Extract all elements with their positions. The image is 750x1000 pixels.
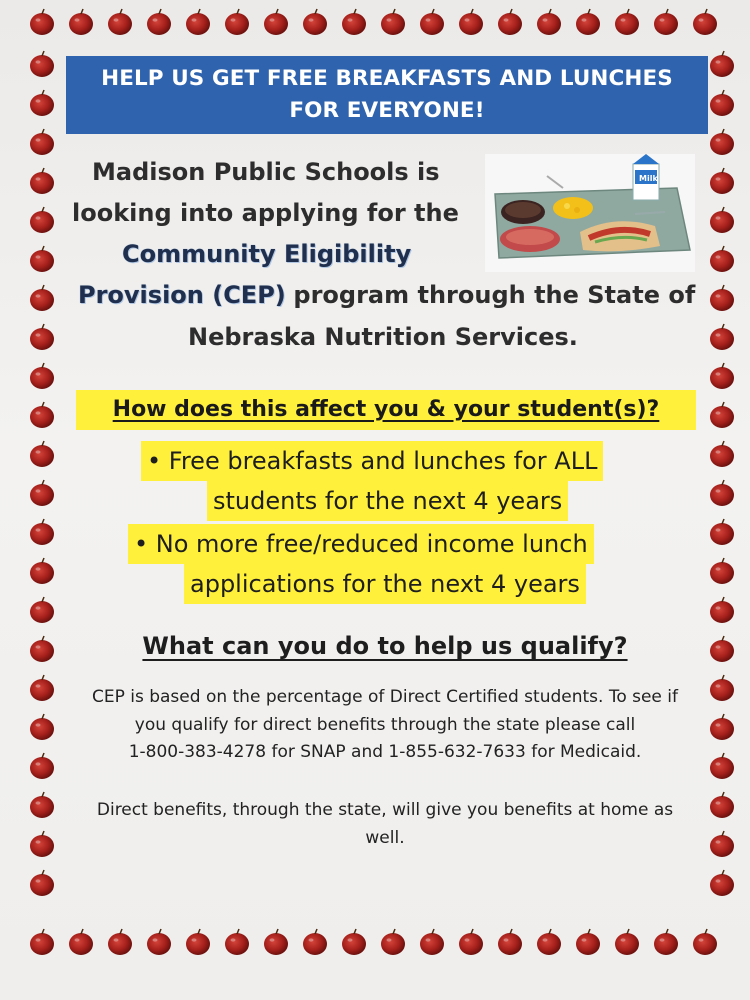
apple-icon	[537, 929, 561, 955]
question-2-heading: What can you do to help us qualify?	[142, 632, 628, 660]
apple-icon	[710, 402, 734, 428]
apple-icon	[710, 363, 734, 389]
apple-icon	[654, 9, 678, 35]
school-lunch-tray-photo	[485, 154, 695, 272]
apple-icon	[576, 9, 600, 35]
apple-icon	[186, 929, 210, 955]
apple-icon	[710, 597, 734, 623]
apple-icon	[225, 9, 249, 35]
intro-line-4	[78, 281, 695, 309]
apple-icon	[381, 9, 405, 35]
apple-icon	[30, 363, 54, 389]
apple-icon	[30, 929, 54, 955]
apple-icon	[615, 929, 639, 955]
apple-icon	[30, 558, 54, 584]
apple-icon	[710, 441, 734, 467]
program-name-line-2: Provision (CEP)	[78, 281, 286, 309]
bullet-1-line-2: students for the next 4 years	[207, 481, 568, 521]
apple-icon	[30, 90, 54, 116]
apple-icon	[498, 929, 522, 955]
question-1-highlight	[76, 390, 696, 430]
program-name-line-1: Community Eligibility	[122, 240, 412, 268]
apple-icon	[147, 9, 171, 35]
apple-icon	[108, 929, 132, 955]
paragraph-1-line-3: 1-800-383-4278 for SNAP and 1-855-632-7633 for Medicaid.	[128, 742, 642, 762]
apple-icon	[537, 9, 561, 35]
apple-icon	[342, 9, 366, 35]
apple-icon	[69, 929, 93, 955]
apple-icon	[710, 285, 734, 311]
paragraph-1-line-1: CEP is based on the percentage of Direct Certified students. To see if	[91, 687, 679, 707]
apple-icon	[710, 207, 734, 233]
bullet-2-line-1: • No more free/reduced income lunch	[128, 524, 594, 564]
apple-icon	[186, 9, 210, 35]
apple-icon	[342, 929, 366, 955]
apple-icon	[69, 9, 93, 35]
apple-icon	[576, 929, 600, 955]
intro-line-4-rest: program through the State of	[293, 281, 696, 309]
headline-line-1: HELP US GET FREE BREAKFASTS AND LUNCHES	[101, 66, 673, 91]
apple-icon	[147, 929, 171, 955]
paragraph-2-line-1: Direct benefits, through the state, will give you benefits at home as	[96, 800, 674, 820]
apple-icon	[710, 870, 734, 896]
paragraph-1-line-2: you qualify for direct benefits through the state please call	[134, 714, 636, 735]
apple-icon	[30, 870, 54, 896]
apple-icon	[710, 519, 734, 545]
apple-icon	[108, 9, 132, 35]
apple-icon	[30, 285, 54, 311]
apple-icon	[381, 929, 405, 955]
apple-icon	[30, 168, 54, 194]
apple-icon	[710, 480, 734, 506]
apple-icon	[654, 929, 678, 955]
apple-icon	[30, 441, 54, 467]
apple-icon	[30, 9, 54, 35]
question-1: How does this affect you & your student(s)?	[112, 397, 660, 422]
apple-icon	[225, 929, 249, 955]
apple-icon	[420, 9, 444, 35]
intro-line-2: looking into applying for the	[72, 199, 459, 227]
apple-icon	[710, 90, 734, 116]
milk-carton-label: Milk	[639, 174, 658, 183]
apple-icon	[30, 402, 54, 428]
paragraph-direct-benefits	[40, 797, 730, 852]
apple-icon	[30, 207, 54, 233]
apple-icon	[303, 9, 327, 35]
paragraph-cep-info	[40, 684, 730, 767]
apple-icon	[420, 929, 444, 955]
apple-icon	[710, 51, 734, 77]
apple-icon	[459, 929, 483, 955]
intro-line-1: Madison Public Schools is	[92, 158, 440, 186]
apple-icon	[30, 324, 54, 350]
apple-icon	[30, 51, 54, 77]
apple-icon	[710, 246, 734, 272]
headline-line-2: FOR EVERYONE!	[289, 98, 485, 123]
apple-icon	[30, 519, 54, 545]
apple-icon	[264, 929, 288, 955]
apple-icon	[615, 9, 639, 35]
apple-icon	[30, 597, 54, 623]
intro-line-5: Nebraska Nutrition Services.	[188, 323, 578, 351]
bullet-1-line-1: • Free breakfasts and lunches for ALL	[141, 441, 603, 481]
apple-icon	[264, 9, 288, 35]
headline-banner	[66, 56, 708, 134]
apple-icon	[498, 9, 522, 35]
apple-icon	[710, 129, 734, 155]
apple-icon	[710, 558, 734, 584]
apple-icon	[30, 246, 54, 272]
apple-icon	[710, 168, 734, 194]
apple-icon	[693, 9, 717, 35]
bullet-2-line-2: applications for the next 4 years	[184, 564, 586, 604]
paragraph-2-line-2: well.	[365, 827, 405, 848]
apple-icon	[30, 129, 54, 155]
apple-icon	[693, 929, 717, 955]
apple-icon	[30, 480, 54, 506]
apple-icon	[459, 9, 483, 35]
apple-icon	[303, 929, 327, 955]
apple-icon	[710, 324, 734, 350]
